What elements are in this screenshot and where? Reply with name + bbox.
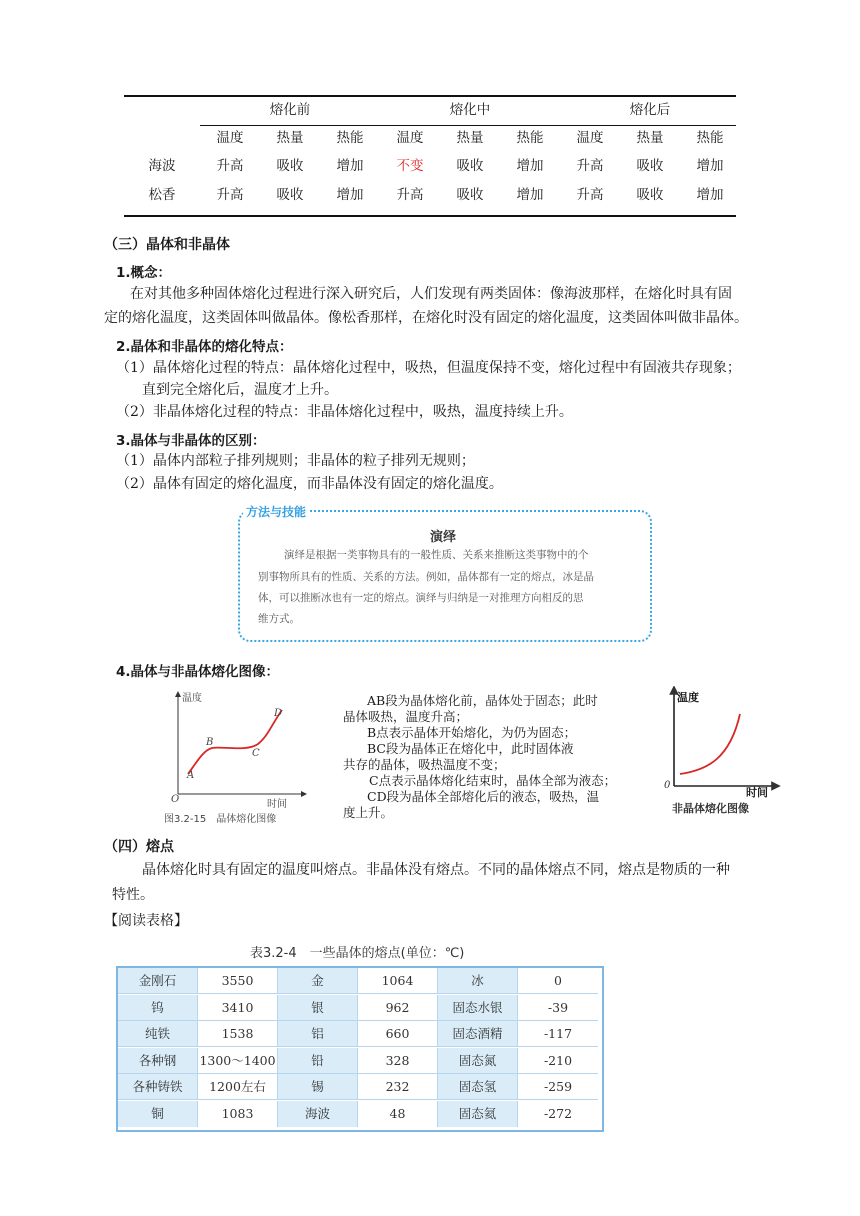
concept-title: 1.概念： bbox=[116, 265, 172, 281]
explain-line-8: 度上升。 bbox=[343, 805, 394, 820]
explain-line-7: CD段为晶体全部熔化后的液态，吸热，温 bbox=[367, 789, 600, 804]
melting-point-value: 3410 bbox=[198, 995, 278, 1021]
melting-point-value: 0 bbox=[518, 968, 598, 994]
melting-point-value: 232 bbox=[358, 1074, 438, 1100]
melting-point-value: 1538 bbox=[198, 1021, 278, 1047]
group-header: 熔化后 bbox=[629, 102, 671, 118]
substance-name: 锡 bbox=[278, 1074, 358, 1100]
substance-name: 各种铸铁 bbox=[118, 1074, 198, 1100]
explain-line-4: BC段为晶体正在熔化中，此时固体液 bbox=[367, 741, 574, 756]
table-cell: 增加 bbox=[336, 187, 364, 203]
explain-line-1: AB段为晶体熔化前，晶体处于固态；此时 bbox=[367, 693, 598, 708]
melting-point-value: -117 bbox=[518, 1021, 598, 1047]
row-name: 海波 bbox=[148, 158, 176, 174]
table-cell: 升高 bbox=[576, 187, 604, 203]
sub-header: 温度 bbox=[396, 130, 424, 146]
concept-line-2: 定的熔化温度，这类固体叫做晶体。像松香那样，在熔化时没有固定的熔化温度，这类固体叫做非晶体。 bbox=[104, 310, 748, 326]
table-cell: 不变 bbox=[396, 158, 424, 174]
table-cell: 增加 bbox=[336, 158, 364, 174]
amorphous-origin: 0 bbox=[664, 780, 671, 791]
sub-header: 热量 bbox=[636, 130, 664, 146]
explain-line-6: C点表示晶体熔化结束时，晶体全部为液态； bbox=[369, 773, 617, 788]
table-cell: 增加 bbox=[516, 158, 544, 174]
melting-point-line-2: 特性。 bbox=[112, 887, 154, 903]
table-cell: 增加 bbox=[516, 187, 544, 203]
table-cell: 增加 bbox=[696, 187, 724, 203]
crystal-curve bbox=[188, 710, 282, 774]
melting-point-value: -210 bbox=[518, 1048, 598, 1074]
method-line-2: 别事物所具有的性质、关系的方法。例如，晶体都有一定的熔点，冰是晶 bbox=[258, 571, 594, 583]
table-cell: 升高 bbox=[216, 158, 244, 174]
substance-name: 固态水银 bbox=[438, 995, 518, 1021]
substance-name: 纯铁 bbox=[118, 1021, 198, 1047]
melting-point-value: 1300～1400 bbox=[198, 1048, 278, 1074]
table-cell: 吸收 bbox=[636, 187, 664, 203]
method-box-title: 演绎 bbox=[429, 530, 456, 545]
sub-header: 温度 bbox=[216, 130, 244, 146]
crystal-caption: 图3.2-15 晶体熔化图像 bbox=[164, 814, 277, 825]
substance-name: 冰 bbox=[438, 968, 518, 994]
features-line-2: 直到完全熔化后，温度才上升。 bbox=[142, 382, 338, 398]
table-cell: 增加 bbox=[696, 158, 724, 174]
substance-name: 铜 bbox=[118, 1101, 198, 1127]
amorphous-caption: 非晶体熔化图像 bbox=[672, 802, 749, 815]
table-header-divider bbox=[200, 125, 736, 126]
melting-point-value: -272 bbox=[543, 1105, 573, 1121]
melting-point-line-1: 晶体熔化时具有固定的温度叫熔点。非晶体没有熔点。不同的晶体熔点不同，熔点是物质的一种 bbox=[142, 862, 730, 878]
table-cell: 升高 bbox=[576, 158, 604, 174]
substance-name: 固态氮 bbox=[438, 1048, 518, 1074]
melting-point-value: 3550 bbox=[198, 968, 278, 994]
explain-line-2: 晶体吸热，温度升高； bbox=[343, 709, 469, 724]
table-cell: 吸收 bbox=[276, 158, 304, 174]
sub-header: 热量 bbox=[276, 130, 304, 146]
table-cell: 吸收 bbox=[456, 187, 484, 203]
table-cell: 升高 bbox=[216, 187, 244, 203]
explain-line-3: B点表示晶体开始熔化，为仍为固态； bbox=[367, 725, 577, 740]
diff-line-1: （1）晶体内部粒子排列规则；非晶体的粒子排列无规则； bbox=[116, 453, 475, 469]
melting-point-value: 1200左右 bbox=[198, 1074, 278, 1100]
sub-header: 热能 bbox=[516, 130, 544, 146]
substance-name: 各种钢 bbox=[118, 1048, 198, 1074]
method-line-1: 演绎是根据一类事物具有的一般性质、关系来推断这类事物中的个 bbox=[284, 549, 589, 561]
melting-point-value: 1064 bbox=[358, 968, 438, 994]
amorphous-y-label: 温度 bbox=[677, 691, 699, 704]
row-name: 松香 bbox=[148, 187, 176, 203]
table-cell: 吸收 bbox=[276, 187, 304, 203]
melting-point-value: -39 bbox=[518, 995, 598, 1021]
substance-name: 钨 bbox=[118, 995, 198, 1021]
group-header: 熔化前 bbox=[269, 102, 311, 118]
substance-name: 金 bbox=[278, 968, 358, 994]
table-cell: 吸收 bbox=[456, 158, 484, 174]
crystal-point-a: A bbox=[187, 770, 195, 781]
explain-line-5: 共存的晶体，吸热温度不变； bbox=[343, 757, 506, 772]
crystal-melting-graph bbox=[164, 688, 314, 818]
section-title-melting-point: （四）熔点 bbox=[104, 839, 174, 855]
amorphous-x-label: 时间 bbox=[746, 786, 768, 799]
crystal-x-label: 时间 bbox=[267, 799, 287, 810]
reading-title: 【阅读表格】 bbox=[104, 913, 188, 929]
diff-line-2: （2）晶体有固定的熔化温度，而非晶体没有固定的熔化温度。 bbox=[116, 476, 503, 492]
sub-header: 温度 bbox=[576, 130, 604, 146]
sub-header: 热能 bbox=[336, 130, 364, 146]
group-header: 熔化中 bbox=[449, 102, 491, 118]
table-cell: 升高 bbox=[396, 187, 424, 203]
melting-point-value: 660 bbox=[358, 1021, 438, 1047]
crystal-point-b: B bbox=[206, 737, 214, 748]
graphs-title: 4.晶体与非晶体熔化图像： bbox=[116, 664, 280, 680]
features-line-3: （2）非晶体熔化过程的特点：非晶体熔化过程中，吸热，温度持续上升。 bbox=[116, 404, 573, 420]
table-cell: 吸收 bbox=[636, 158, 664, 174]
reading-table-caption: 表3.2-4 一些晶体的熔点(单位：℃) bbox=[250, 946, 465, 961]
sub-header: 热量 bbox=[456, 130, 484, 146]
crystal-point-d: D bbox=[274, 708, 283, 719]
substance-name: 固态酒精 bbox=[438, 1021, 518, 1047]
crystal-y-label: 温度 bbox=[182, 693, 202, 704]
crystal-origin: O bbox=[171, 794, 180, 805]
section-title-crystal: （三）晶体和非晶体 bbox=[104, 237, 230, 253]
diff-title: 3.晶体与非晶体的区别： bbox=[116, 433, 266, 449]
substance-name: 金刚石 bbox=[118, 968, 198, 994]
method-line-4: 维方式。 bbox=[258, 613, 300, 625]
melting-point-value: 962 bbox=[358, 995, 438, 1021]
concept-line-1: 在对其他多种固体熔化过程进行深入研究后，人们发现有两类固体：像海波那样，在熔化时具有固 bbox=[130, 286, 732, 302]
substance-name: 铝 bbox=[278, 1021, 358, 1047]
melting-point-value: 1083 bbox=[198, 1101, 278, 1127]
substance-name: 铅 bbox=[278, 1048, 358, 1074]
sub-header: 热能 bbox=[696, 130, 724, 146]
method-line-3: 体，可以推断冰也有一定的熔点。演绎与归纳是一对推理方向相反的思 bbox=[258, 592, 584, 604]
melting-point-value: 328 bbox=[358, 1048, 438, 1074]
substance-name: 银 bbox=[278, 995, 358, 1021]
melting-point-value: -259 bbox=[518, 1074, 598, 1100]
features-title: 2.晶体和非晶体的熔化特点： bbox=[116, 339, 293, 355]
substance-name: 固态氦 bbox=[438, 1101, 518, 1127]
features-line-1: （1）晶体熔化过程的特点：晶体熔化过程中，吸热，但温度保持不变，熔化过程中有固液共存现象； bbox=[116, 360, 741, 376]
substance-name: 海波 bbox=[278, 1101, 358, 1127]
crystal-point-c: C bbox=[252, 748, 260, 759]
amorphous-curve bbox=[680, 714, 740, 774]
method-box-tag: 方法与技能 bbox=[243, 503, 309, 520]
melting-point-value: 48 bbox=[358, 1101, 438, 1127]
substance-name: 固态氢 bbox=[438, 1074, 518, 1100]
